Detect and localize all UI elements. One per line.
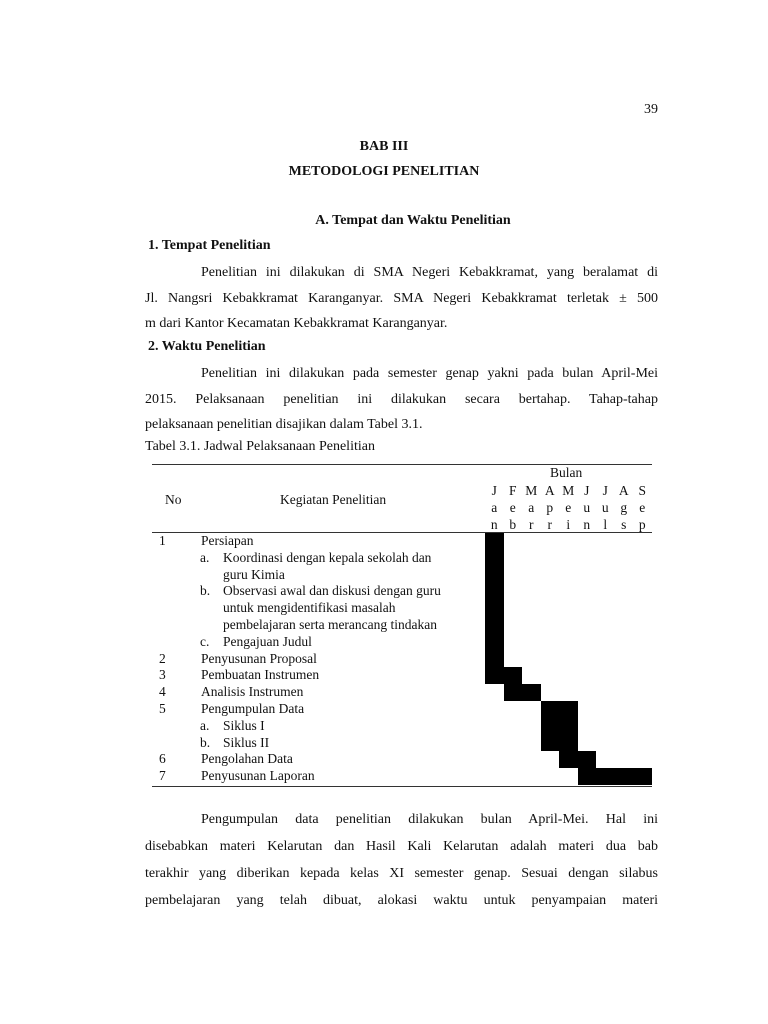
page-number: 39 bbox=[644, 102, 658, 117]
month-letter: s bbox=[621, 517, 627, 532]
month-letter: g bbox=[620, 500, 628, 515]
month-letter: J bbox=[584, 483, 590, 498]
row-label: Pengumpulan Data bbox=[201, 701, 305, 716]
chapter-title: METODOLOGI PENELITIAN bbox=[288, 164, 480, 179]
month-letter: p bbox=[638, 517, 646, 532]
header-activity: Kegiatan Penelitian bbox=[280, 492, 387, 507]
paragraph-location bbox=[145, 260, 658, 337]
row-marker: b. bbox=[200, 734, 211, 750]
table-caption: Tabel 3.1. Jadwal Pelaksanaan Penelitian bbox=[145, 439, 375, 454]
gantt-bar bbox=[541, 701, 578, 751]
month-header bbox=[578, 482, 597, 533]
row-label: pembelajaran serta merancang tindakan bbox=[223, 617, 438, 632]
month-letter: u bbox=[583, 500, 591, 515]
paragraph-line: disebabkan materi Kelarutan dan Hasil Kali Kelarutan adalah materi dua bab bbox=[145, 839, 658, 854]
row-number: 1 bbox=[159, 533, 166, 548]
month-header bbox=[485, 482, 504, 533]
row-marker: b. bbox=[200, 583, 211, 599]
subsection-title-time: 2. Waktu Penelitian bbox=[148, 339, 266, 354]
row-label: Persiapan bbox=[201, 533, 254, 548]
paragraph-line: Penelitian ini dilakukan di SMA Negeri Kebakkramat, yang beralamat di bbox=[201, 265, 658, 280]
row-label: Penyusunan Laporan bbox=[201, 768, 315, 784]
row-label: untuk mengidentifikasi masalah bbox=[223, 600, 396, 616]
row-number: 4 bbox=[159, 684, 166, 700]
month-letter: e bbox=[639, 500, 646, 515]
month-letter: M bbox=[562, 483, 575, 498]
month-letter: a bbox=[528, 500, 535, 515]
paragraph-conclusion bbox=[145, 806, 658, 914]
row-label: Pembuatan Instrumen bbox=[201, 667, 320, 683]
gantt-bar bbox=[485, 533, 504, 651]
month-letter: F bbox=[508, 483, 517, 498]
paragraph-line: Penelitian ini dilakukan pada semester genap yakni pada bulan April-Mei bbox=[201, 366, 658, 381]
paragraph-line: 2015. Pelaksanaan penelitian ini dilakukan secara bertahap. Tahap-tahap bbox=[145, 391, 658, 407]
row-label: Koordinasi dengan kepala sekolah dan bbox=[223, 549, 432, 565]
month-letter: l bbox=[603, 517, 608, 532]
month-header bbox=[596, 482, 615, 533]
month-letter: r bbox=[547, 517, 552, 532]
paragraph-line: m dari Kantor Kecamatan Kebakkramat Karanganyar. bbox=[145, 316, 448, 331]
header-no: No bbox=[165, 492, 182, 507]
row-marker: a. bbox=[200, 717, 210, 733]
row-label: Pengajuan Judul bbox=[223, 633, 312, 649]
month-letter: A bbox=[544, 483, 555, 498]
row-label: Siklus I bbox=[223, 717, 265, 733]
row-label: Observasi awal dan diskusi dengan guru bbox=[223, 583, 441, 599]
gantt-bar bbox=[485, 667, 522, 684]
month-letter: J bbox=[602, 483, 608, 498]
month-letter: n bbox=[583, 517, 591, 532]
section-heading: A. Tempat dan Waktu Penelitian bbox=[315, 213, 511, 228]
month-letter: a bbox=[491, 500, 498, 515]
chapter-heading: BAB III bbox=[359, 139, 409, 154]
month-header bbox=[633, 482, 652, 533]
row-marker: c. bbox=[200, 633, 210, 649]
row-label: guru Kimia bbox=[223, 566, 285, 582]
paragraph-line: terakhir yang diberikan kepada kelas XI semester genap. Sesuai dengan silabus bbox=[145, 866, 658, 881]
month-header bbox=[559, 482, 578, 533]
row-number: 7 bbox=[159, 768, 166, 784]
month-letter: A bbox=[618, 483, 629, 498]
month-letter: i bbox=[566, 517, 571, 532]
row-number: 3 bbox=[159, 667, 166, 683]
paragraph-line: Pengumpulan data penelitian dilakukan bulan April-Mei. Hal ini bbox=[201, 812, 658, 827]
paragraph-line: Jl. Nangsri Kebakkramat Karanganyar. SMA Negeri Kebakkramat terletak ± 500 bbox=[145, 290, 658, 306]
month-letter: e bbox=[509, 500, 516, 515]
month-header bbox=[504, 482, 523, 533]
schedule-table bbox=[152, 464, 652, 787]
row-label: Analisis Instrumen bbox=[201, 684, 304, 700]
row-number: 6 bbox=[159, 751, 166, 767]
header-month-group: Bulan bbox=[550, 465, 583, 480]
month-letter: r bbox=[529, 517, 534, 532]
row-label: Pengolahan Data bbox=[201, 751, 293, 767]
month-header bbox=[541, 482, 560, 533]
row-number: 5 bbox=[159, 701, 166, 716]
table-bottom-rule bbox=[152, 786, 652, 787]
month-letter: M bbox=[525, 483, 538, 498]
row-marker: a. bbox=[200, 549, 210, 565]
paragraph-line: pembelajaran yang telah dibuat, alokasi waktu untuk penyampaian materi bbox=[145, 893, 658, 908]
paragraph-line: pelaksanaan penelitian disajikan dalam Tabel 3.1. bbox=[145, 417, 423, 432]
month-letter: S bbox=[638, 483, 646, 498]
month-letter: u bbox=[601, 500, 609, 515]
row-number: 2 bbox=[159, 650, 166, 666]
row-label: Siklus II bbox=[223, 734, 270, 750]
month-letter: p bbox=[546, 500, 554, 515]
month-letter: n bbox=[490, 517, 498, 532]
month-header bbox=[522, 482, 541, 533]
gantt-bar bbox=[578, 768, 652, 785]
gantt-bar bbox=[504, 684, 541, 701]
month-header bbox=[615, 482, 634, 533]
gantt-bar bbox=[485, 651, 504, 668]
month-letter: b bbox=[509, 517, 517, 532]
subsection-title-location: 1. Tempat Penelitian bbox=[148, 238, 271, 253]
month-letter: J bbox=[491, 483, 497, 498]
month-letter: e bbox=[565, 500, 572, 515]
paragraph-time bbox=[145, 361, 658, 438]
row-label: Penyusunan Proposal bbox=[201, 650, 317, 666]
gantt-bar bbox=[559, 751, 596, 768]
